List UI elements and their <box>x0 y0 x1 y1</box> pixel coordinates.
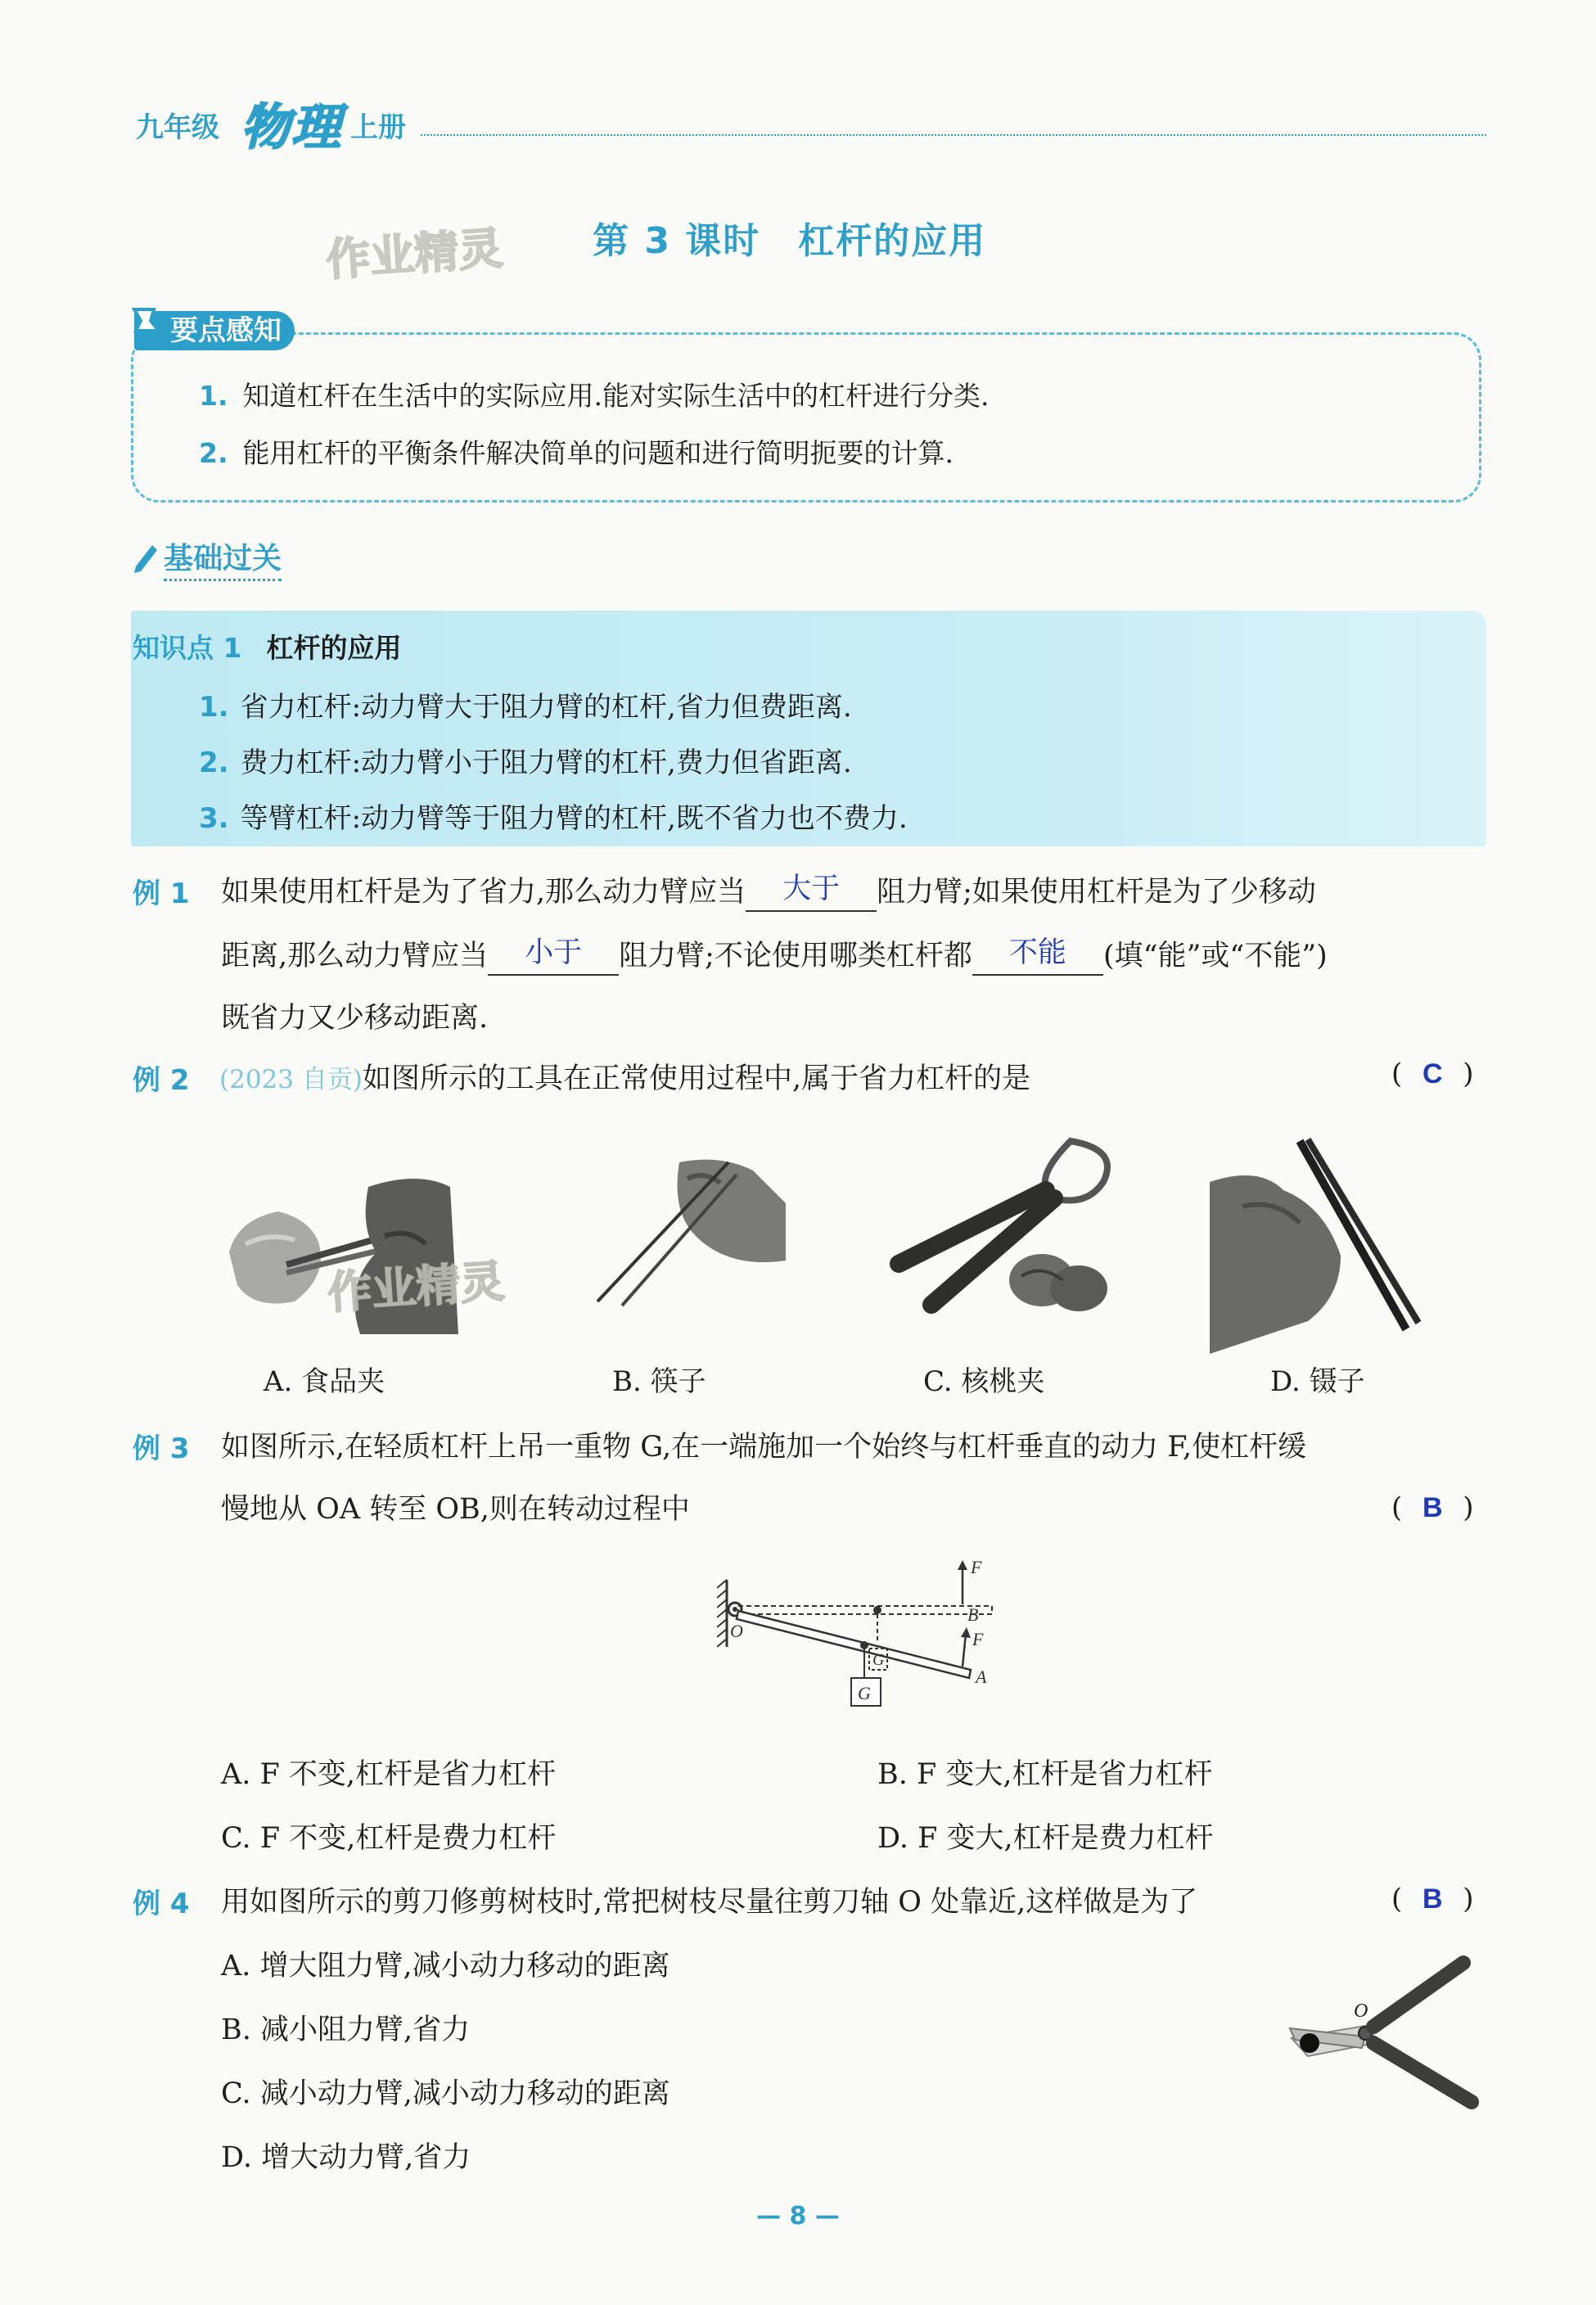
example-text: 如图所示的工具在正常使用过程中,属于省力杠杆的是 <box>362 1062 1031 1095</box>
example-3-option-a: A. F 不变,杠杆是省力杠杆 <box>221 1758 557 1791</box>
header-book: 上册 <box>350 111 406 144</box>
knowledge-item <box>199 684 852 724</box>
example-1-line-1 <box>221 869 1316 912</box>
watermark: 作业精灵 <box>324 222 505 286</box>
example-2-answer: ( C ) <box>1391 1058 1474 1090</box>
example-4-option-d: D. 增大动力臂,省力 <box>221 2141 471 2174</box>
pushpin-icon <box>129 306 167 352</box>
answer-text: 大于 <box>782 873 841 904</box>
knowledge-point-label: 知识点 1 <box>133 632 242 664</box>
example-text: (填“能”或“不能”) <box>1102 940 1328 972</box>
key-point-num: 2. <box>199 437 228 469</box>
nutcracker-photo <box>882 1133 1120 1321</box>
diagram-label-f-side: F <box>972 1629 984 1649</box>
section-basic-tag <box>131 535 282 577</box>
chopsticks-photo <box>589 1146 786 1310</box>
example-4-option-a: A. 增大阻力臂,减小动力移动的距离 <box>221 1950 670 1982</box>
example-3-answer: ( B ) <box>1391 1491 1474 1524</box>
lesson-title: 第 3 课时 杠杆的应用 <box>593 220 987 262</box>
knowledge-text: 费力杠杆:动力臂小于阻力臂的杠杆,费力但省距离. <box>240 747 852 779</box>
header-subject: 物理 <box>241 99 342 156</box>
header-grade: 九年级 <box>136 111 219 144</box>
key-point-item <box>199 432 954 471</box>
watermark: 作业精灵 <box>326 1255 507 1319</box>
answer-blank <box>488 933 619 976</box>
example-2-caption-b: B. 筷子 <box>612 1365 706 1398</box>
key-points-box <box>131 332 1481 503</box>
answer-text: 小于 <box>525 936 583 968</box>
knowledge-point-name: 杠杆的应用 <box>266 632 402 664</box>
example-3-option-b: B. F 变大,杠杆是省力杠杆 <box>877 1758 1213 1791</box>
pruning-shears-photo <box>1283 1948 1480 2112</box>
knowledge-point-title <box>133 627 401 665</box>
example-4-stem: 用如图所示的剪刀修剪树枝时,常把树枝尽量往剪刀轴 O 处靠近,这样做是为了 <box>221 1886 1198 1919</box>
key-points-tag-label: 要点感知 <box>170 314 282 347</box>
pencil-icon <box>131 540 160 573</box>
diagram-label-a: A <box>976 1667 987 1687</box>
knowledge-text: 等臂杠杆:动力臂等于阻力臂的杠杆,既不省力也不费力. <box>240 802 908 835</box>
example-1-line-2 <box>221 933 1328 976</box>
header-rule <box>421 134 1486 136</box>
diagram-label-g: G <box>872 1651 885 1669</box>
answer-text: B <box>1422 1883 1443 1915</box>
key-points-tag <box>134 311 295 350</box>
knowledge-item <box>199 796 908 836</box>
example-1-line-3: 既省力又少移动距离. <box>221 1002 489 1035</box>
example-2-caption-c: C. 核桃夹 <box>923 1365 1045 1398</box>
knowledge-num: 2. <box>199 747 229 779</box>
answer-blank <box>746 869 877 912</box>
section-basic-label: 基础过关 <box>164 542 282 581</box>
key-point-num: 1. <box>199 380 228 412</box>
answer-blank <box>972 933 1103 976</box>
example-2-label: 例 2 <box>133 1064 190 1097</box>
example-text: 阻力臂;不论使用哪类杠杆都 <box>619 940 972 972</box>
knowledge-item <box>199 740 852 780</box>
example-3-option-d: D. F 变大,杠杆是费力杠杆 <box>877 1822 1214 1855</box>
page-number: — 8 — <box>756 2202 840 2231</box>
answer-text: 不能 <box>1008 936 1066 968</box>
knowledge-num: 1. <box>199 691 229 724</box>
example-source: (2023 自贡) <box>219 1065 363 1094</box>
example-3-option-c: C. F 不变,杠杆是费力杠杆 <box>221 1822 557 1855</box>
knowledge-num: 3. <box>199 802 229 835</box>
example-3-line-1: 如图所示,在轻质杠杆上吊一重物 G,在一端施加一个始终与杠杆垂直的动力 F,使杠杆缓 <box>221 1431 1307 1464</box>
example-3-line-2: 慢地从 OA 转至 OB,则在转动过程中 <box>221 1493 690 1526</box>
example-4-option-c: C. 减小动力臂,减小动力移动的距离 <box>221 2077 670 2110</box>
example-3-label: 例 3 <box>133 1432 190 1465</box>
diagram-label-o: O <box>730 1621 743 1641</box>
key-point-text: 能用杠杆的平衡条件解决简单的问题和进行简明扼要的计算. <box>242 437 954 469</box>
example-2-stem <box>219 1056 1030 1097</box>
example-4-option-b: B. 减小阻力臂,省力 <box>221 2014 471 2046</box>
page-header <box>136 88 1486 156</box>
example-text: 阻力臂;如果使用杠杆是为了少移动 <box>877 876 1316 909</box>
example-4-answer: ( B ) <box>1391 1883 1474 1915</box>
key-point-item <box>199 375 989 413</box>
diagram-label-o: O <box>1354 2001 1368 2022</box>
knowledge-text: 省力杠杆:动力臂大于阻力臂的杠杆,省力但费距离. <box>240 691 852 724</box>
answer-text: C <box>1422 1058 1443 1089</box>
diagram-label-b: B <box>967 1604 979 1625</box>
key-point-text: 知道杠杆在生活中的实际应用.能对实际生活中的杠杆进行分类. <box>242 380 990 412</box>
example-2-caption-d: D. 镊子 <box>1270 1365 1365 1398</box>
example-4-label: 例 4 <box>133 1888 190 1920</box>
answer-text: B <box>1422 1492 1443 1523</box>
example-text: 如果使用杠杆是为了省力,那么动力臂应当 <box>221 876 746 909</box>
diagram-label-g-block: G <box>858 1683 871 1703</box>
tweezers-photo <box>1210 1133 1431 1354</box>
example-1-label: 例 1 <box>133 877 190 910</box>
diagram-label-f-top: F <box>971 1557 982 1577</box>
lever-diagram <box>717 1555 1008 1719</box>
example-2-caption-a: A. 食品夹 <box>264 1365 385 1398</box>
example-text: 距离,那么动力臂应当 <box>221 940 489 972</box>
